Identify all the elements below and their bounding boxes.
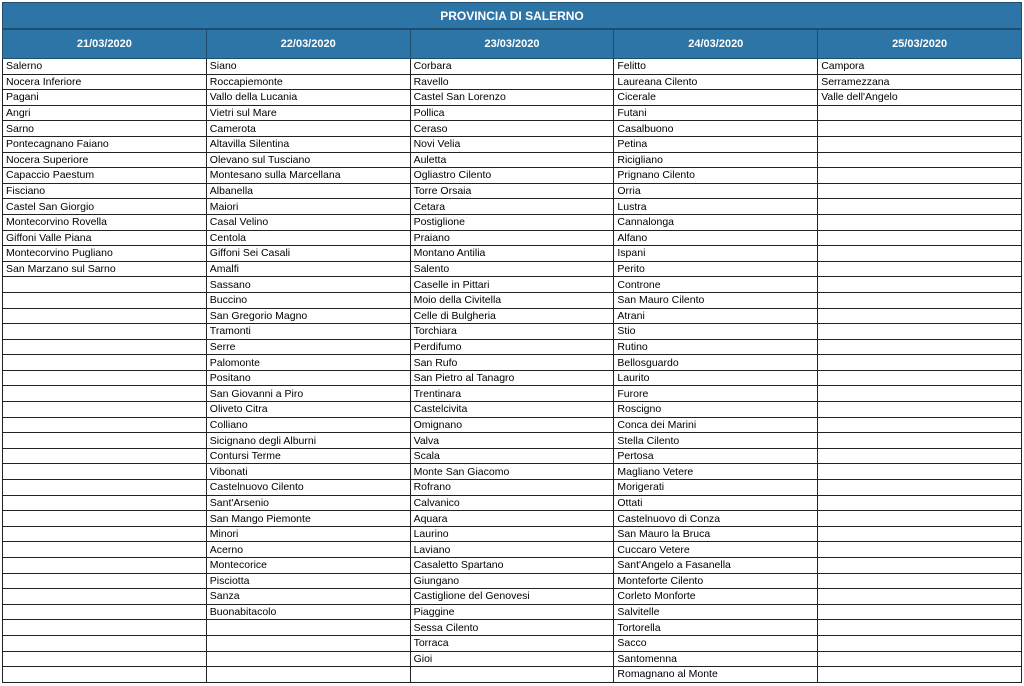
municipality-cell	[818, 417, 1022, 433]
municipality-cell: Alfano	[614, 230, 818, 246]
municipality-cell: Montano Antilia	[410, 246, 614, 262]
municipality-cell: Ottati	[614, 495, 818, 511]
municipality-cell: Campora	[818, 59, 1022, 75]
municipality-cell	[818, 573, 1022, 589]
municipality-cell: Vibonati	[206, 464, 410, 480]
table-row	[3, 308, 1022, 324]
table-row	[3, 183, 1022, 199]
municipality-cell	[206, 651, 410, 667]
municipality-cell: Sant'Arsenio	[206, 495, 410, 511]
municipality-cell: Fisciano	[3, 183, 207, 199]
table-row	[3, 526, 1022, 542]
municipality-cell: Amalfi	[206, 261, 410, 277]
municipality-cell	[3, 667, 207, 683]
municipality-cell	[818, 667, 1022, 683]
table-row	[3, 355, 1022, 371]
municipality-cell	[206, 620, 410, 636]
municipality-cell: Valva	[410, 433, 614, 449]
municipality-cell	[818, 339, 1022, 355]
municipality-cell: Montecorice	[206, 558, 410, 574]
table-row	[3, 59, 1022, 75]
municipality-cell	[3, 635, 207, 651]
municipality-cell: Omignano	[410, 417, 614, 433]
municipality-cell: San Rufo	[410, 355, 614, 371]
municipality-cell: San Gregorio Magno	[206, 308, 410, 324]
municipality-cell	[818, 651, 1022, 667]
municipality-cell: Gioi	[410, 651, 614, 667]
municipality-cell	[3, 526, 207, 542]
municipality-cell: Cetara	[410, 199, 614, 215]
municipality-cell: Castel San Giorgio	[3, 199, 207, 215]
municipality-cell: Castel San Lorenzo	[410, 90, 614, 106]
municipality-cell: Tortorella	[614, 620, 818, 636]
municipality-cell: Monteforte Cilento	[614, 573, 818, 589]
municipality-cell	[818, 214, 1022, 230]
column-header-date: 25/03/2020	[818, 30, 1022, 59]
municipality-cell	[818, 246, 1022, 262]
municipality-cell: Valle dell'Angelo	[818, 90, 1022, 106]
municipality-cell	[818, 589, 1022, 605]
municipality-cell	[818, 370, 1022, 386]
municipality-cell: Piaggine	[410, 604, 614, 620]
municipality-cell: Nocera Superiore	[3, 152, 207, 168]
table-row	[3, 667, 1022, 683]
municipality-cell: San Giovanni a Piro	[206, 386, 410, 402]
municipality-cell: Castelcivita	[410, 402, 614, 418]
municipality-cell: Tramonti	[206, 324, 410, 340]
table-row	[3, 74, 1022, 90]
municipality-cell: Perdifumo	[410, 339, 614, 355]
table-body	[3, 59, 1022, 683]
municipality-cell: Stella Cilento	[614, 433, 818, 449]
sheet-title: PROVINCIA DI SALERNO	[2, 2, 1022, 29]
municipality-cell: Camerota	[206, 121, 410, 137]
municipality-cell: Castelnuovo Cilento	[206, 480, 410, 496]
municipality-cell	[818, 558, 1022, 574]
municipality-cell: Salvitelle	[614, 604, 818, 620]
municipality-cell: Maiori	[206, 199, 410, 215]
municipality-cell	[3, 433, 207, 449]
table-row	[3, 152, 1022, 168]
municipality-cell: Corleto Monforte	[614, 589, 818, 605]
municipality-cell: Romagnano al Monte	[614, 667, 818, 683]
municipality-cell: Sassano	[206, 277, 410, 293]
municipality-cell	[3, 308, 207, 324]
municipality-cell: Stio	[614, 324, 818, 340]
table-row	[3, 246, 1022, 262]
municipality-cell: Morigerati	[614, 480, 818, 496]
municipality-cell: San Marzano sul Sarno	[3, 261, 207, 277]
municipality-cell	[818, 448, 1022, 464]
municipality-cell	[3, 480, 207, 496]
municipality-cell	[410, 667, 614, 683]
municipality-cell	[3, 386, 207, 402]
municipality-cell: Sant'Angelo a Fasanella	[614, 558, 818, 574]
municipality-cell	[3, 495, 207, 511]
table-row	[3, 448, 1022, 464]
municipality-cell: Montecorvino Pugliano	[3, 246, 207, 262]
municipality-cell	[818, 230, 1022, 246]
municipality-cell: Sanza	[206, 589, 410, 605]
municipality-cell	[818, 464, 1022, 480]
table-row	[3, 620, 1022, 636]
municipality-cell: Sicignano degli Alburni	[206, 433, 410, 449]
table-row	[3, 339, 1022, 355]
column-header-date: 24/03/2020	[614, 30, 818, 59]
municipality-cell	[3, 355, 207, 371]
municipality-cell: Siano	[206, 59, 410, 75]
municipality-cell: Laurino	[410, 526, 614, 542]
municipality-cell: Torre Orsaia	[410, 183, 614, 199]
municipality-cell: Laviano	[410, 542, 614, 558]
municipality-cell	[3, 292, 207, 308]
municipality-cell: Montesano sulla Marcellana	[206, 168, 410, 184]
municipality-cell: Albanella	[206, 183, 410, 199]
table-row	[3, 292, 1022, 308]
municipality-cell: Auletta	[410, 152, 614, 168]
municipality-cell: Montecorvino Rovella	[3, 214, 207, 230]
municipality-cell: Roccapiemonte	[206, 74, 410, 90]
municipality-cell: Magliano Vetere	[614, 464, 818, 480]
municipality-cell: Castiglione del Genovesi	[410, 589, 614, 605]
municipality-cell	[818, 526, 1022, 542]
municipality-cell: Acerno	[206, 542, 410, 558]
municipality-cell: Pagani	[3, 90, 207, 106]
municipality-cell: Laurito	[614, 370, 818, 386]
municipality-cell: Salento	[410, 261, 614, 277]
municipality-cell	[818, 308, 1022, 324]
table-row	[3, 651, 1022, 667]
municipality-cell: Roscigno	[614, 402, 818, 418]
municipality-cell: Colliano	[206, 417, 410, 433]
table-row	[3, 199, 1022, 215]
municipality-cell	[818, 292, 1022, 308]
municipality-cell: Palomonte	[206, 355, 410, 371]
municipality-cell	[818, 261, 1022, 277]
municipality-cell: Buccino	[206, 292, 410, 308]
table-row	[3, 635, 1022, 651]
municipality-cell: Centola	[206, 230, 410, 246]
table-row	[3, 168, 1022, 184]
municipality-cell: Novi Velia	[410, 136, 614, 152]
municipality-cell: Postiglione	[410, 214, 614, 230]
municipality-cell	[3, 417, 207, 433]
municipality-cell: Calvanico	[410, 495, 614, 511]
municipality-cell	[3, 589, 207, 605]
table-row	[3, 589, 1022, 605]
municipality-cell	[818, 495, 1022, 511]
table-row	[3, 604, 1022, 620]
municipality-cell: Rutino	[614, 339, 818, 355]
municipality-cell	[818, 604, 1022, 620]
municipality-cell: Trentinara	[410, 386, 614, 402]
municipality-cell: Cicerale	[614, 90, 818, 106]
municipality-cell	[818, 324, 1022, 340]
municipality-cell	[3, 370, 207, 386]
municipality-cell	[818, 199, 1022, 215]
municipality-cell: Nocera Inferiore	[3, 74, 207, 90]
municipality-cell	[818, 121, 1022, 137]
table-row	[3, 558, 1022, 574]
table-row	[3, 324, 1022, 340]
municipality-cell	[818, 433, 1022, 449]
municipality-cell	[818, 542, 1022, 558]
municipality-cell: Monte San Giacomo	[410, 464, 614, 480]
municipality-cell: Contursi Terme	[206, 448, 410, 464]
municipality-cell: Scala	[410, 448, 614, 464]
municipality-cell: San Mauro la Bruca	[614, 526, 818, 542]
municipality-cell: Salerno	[3, 59, 207, 75]
municipality-cell	[818, 168, 1022, 184]
municipality-cell	[818, 386, 1022, 402]
municipality-cell: Laureana Cilento	[614, 74, 818, 90]
municipality-cell: Celle di Bulgheria	[410, 308, 614, 324]
municipality-cell: Rofrano	[410, 480, 614, 496]
municipality-cell	[3, 511, 207, 527]
municipality-cell: San Pietro al Tanagro	[410, 370, 614, 386]
municipality-cell	[818, 136, 1022, 152]
municipality-cell: Furore	[614, 386, 818, 402]
municipality-cell	[818, 183, 1022, 199]
municipality-cell: Ceraso	[410, 121, 614, 137]
table-row	[3, 105, 1022, 121]
municipality-cell: Caselle in Pittari	[410, 277, 614, 293]
municipality-cell: Serre	[206, 339, 410, 355]
municipality-cell	[206, 635, 410, 651]
municipality-cell: Sessa Cilento	[410, 620, 614, 636]
municipality-cell: Controne	[614, 277, 818, 293]
municipality-cell: Serramezzana	[818, 74, 1022, 90]
municipality-cell: Pisciotta	[206, 573, 410, 589]
table-row	[3, 573, 1022, 589]
municipality-cell	[818, 152, 1022, 168]
municipality-cell: Cuccaro Vetere	[614, 542, 818, 558]
table-row	[3, 417, 1022, 433]
municipality-cell: Giffoni Sei Casali	[206, 246, 410, 262]
municipality-cell	[818, 480, 1022, 496]
municipality-cell	[3, 620, 207, 636]
municipality-cell: Perito	[614, 261, 818, 277]
municipality-cell: Olevano sul Tusciano	[206, 152, 410, 168]
municipality-cell: Ricigliano	[614, 152, 818, 168]
municipality-cell: Ispani	[614, 246, 818, 262]
municipalities-table	[2, 29, 1022, 683]
municipality-cell: San Mango Piemonte	[206, 511, 410, 527]
table-row	[3, 464, 1022, 480]
municipality-cell	[3, 339, 207, 355]
municipality-cell	[3, 651, 207, 667]
municipality-cell	[3, 542, 207, 558]
table-row	[3, 433, 1022, 449]
table-row	[3, 495, 1022, 511]
municipality-cell: Altavilla Silentina	[206, 136, 410, 152]
municipality-cell	[3, 464, 207, 480]
date-header-row	[3, 30, 1022, 59]
municipality-cell: Buonabitacolo	[206, 604, 410, 620]
municipality-cell	[3, 324, 207, 340]
table-row	[3, 480, 1022, 496]
municipality-cell	[3, 558, 207, 574]
municipality-cell: Angri	[3, 105, 207, 121]
municipality-cell	[818, 402, 1022, 418]
municipality-cell: Felitto	[614, 59, 818, 75]
municipality-cell: Moio della Civitella	[410, 292, 614, 308]
municipality-cell: Ogliastro Cilento	[410, 168, 614, 184]
municipality-cell: Torraca	[410, 635, 614, 651]
municipality-cell	[818, 511, 1022, 527]
municipality-cell: Casaletto Spartano	[410, 558, 614, 574]
municipality-cell	[3, 277, 207, 293]
municipality-cell: Ravello	[410, 74, 614, 90]
table-row	[3, 542, 1022, 558]
municipality-cell	[3, 604, 207, 620]
municipality-cell: San Mauro Cilento	[614, 292, 818, 308]
municipality-cell: Minori	[206, 526, 410, 542]
municipality-cell: Casalbuono	[614, 121, 818, 137]
table-row	[3, 136, 1022, 152]
column-header-date: 21/03/2020	[3, 30, 207, 59]
municipality-cell: Futani	[614, 105, 818, 121]
municipality-cell	[818, 635, 1022, 651]
municipality-cell: Santomenna	[614, 651, 818, 667]
municipality-cell: Giungano	[410, 573, 614, 589]
municipality-cell	[818, 355, 1022, 371]
table-row	[3, 511, 1022, 527]
municipality-cell: Sarno	[3, 121, 207, 137]
municipality-cell: Positano	[206, 370, 410, 386]
municipality-cell: Conca dei Marini	[614, 417, 818, 433]
column-header-date: 22/03/2020	[206, 30, 410, 59]
municipality-cell: Pontecagnano Faiano	[3, 136, 207, 152]
municipality-cell: Orria	[614, 183, 818, 199]
table-row	[3, 90, 1022, 106]
spreadsheet	[2, 2, 1022, 683]
table-row	[3, 370, 1022, 386]
municipality-cell: Bellosguardo	[614, 355, 818, 371]
municipality-cell	[818, 620, 1022, 636]
table-row	[3, 261, 1022, 277]
municipality-cell: Giffoni Valle Piana	[3, 230, 207, 246]
municipality-cell: Casal Velino	[206, 214, 410, 230]
municipality-cell	[3, 573, 207, 589]
municipality-cell: Aquara	[410, 511, 614, 527]
table-row	[3, 386, 1022, 402]
municipality-cell	[206, 667, 410, 683]
municipality-cell	[3, 402, 207, 418]
municipality-cell: Lustra	[614, 199, 818, 215]
municipality-cell: Sacco	[614, 635, 818, 651]
table-row	[3, 277, 1022, 293]
municipality-cell	[818, 105, 1022, 121]
municipality-cell: Torchiara	[410, 324, 614, 340]
municipality-cell: Corbara	[410, 59, 614, 75]
municipality-cell: Pertosa	[614, 448, 818, 464]
column-header-date: 23/03/2020	[410, 30, 614, 59]
municipality-cell: Atrani	[614, 308, 818, 324]
municipality-cell: Pollica	[410, 105, 614, 121]
table-row	[3, 402, 1022, 418]
municipality-cell: Capaccio Paestum	[3, 168, 207, 184]
municipality-cell	[3, 448, 207, 464]
municipality-cell: Cannalonga	[614, 214, 818, 230]
table-row	[3, 121, 1022, 137]
municipality-cell: Vallo della Lucania	[206, 90, 410, 106]
municipality-cell: Petina	[614, 136, 818, 152]
municipality-cell: Prignano Cilento	[614, 168, 818, 184]
table-row	[3, 214, 1022, 230]
municipality-cell: Praiano	[410, 230, 614, 246]
municipality-cell: Oliveto Citra	[206, 402, 410, 418]
municipality-cell: Castelnuovo di Conza	[614, 511, 818, 527]
municipality-cell: Vietri sul Mare	[206, 105, 410, 121]
table-row	[3, 230, 1022, 246]
municipality-cell	[818, 277, 1022, 293]
